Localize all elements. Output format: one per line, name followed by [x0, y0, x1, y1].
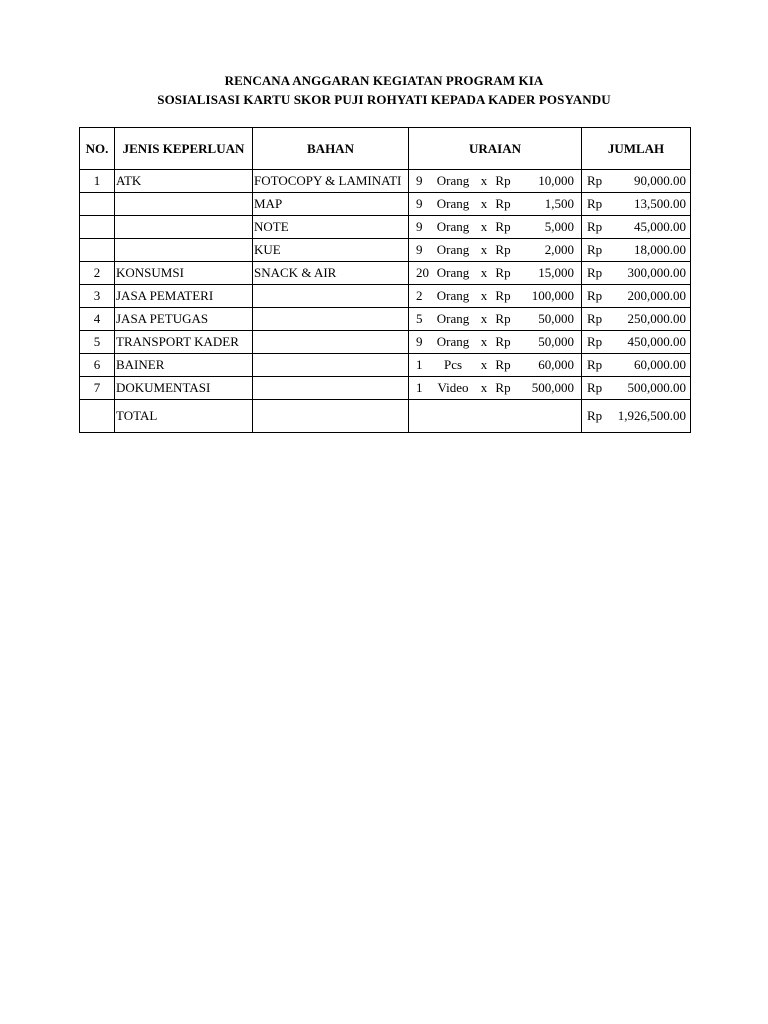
uraian-unit-price: 5,000 [544, 219, 574, 234]
cell-jenis-keperluan: BAINER [115, 354, 253, 377]
header-no: NO. [80, 128, 115, 170]
cell-no: 2 [80, 262, 115, 285]
cell-bahan: SNACK & AIR [253, 262, 409, 285]
document-title-line-2: SOSIALISASI KARTU SKOR PUJI ROHYATI KEPADA KADER POSYANDU [157, 92, 611, 107]
uraian-quantity: 9 [416, 334, 423, 349]
jumlah-currency: Rp [587, 334, 603, 349]
jumlah-currency: Rp [587, 288, 603, 303]
jumlah-currency: Rp [587, 311, 603, 326]
cell-jumlah [582, 216, 691, 239]
uraian-unit-price: 15,000 [538, 265, 574, 280]
table-row [80, 308, 691, 331]
jumlah-currency: Rp [587, 219, 603, 234]
table-row [80, 193, 691, 216]
jumlah-amount: 200,000.00 [627, 288, 686, 303]
cell-jenis-keperluan: JASA PEMATERI [115, 285, 253, 308]
uraian-unit-price: 60,000 [538, 357, 574, 372]
cell-jenis-keperluan [115, 216, 253, 239]
cell-uraian [409, 308, 582, 331]
uraian-currency: Rp [495, 288, 511, 303]
uraian-multiply-sign: x [480, 265, 488, 280]
uraian-unit: Orang [436, 311, 470, 326]
cell-jumlah [582, 170, 691, 193]
cell-uraian [409, 216, 582, 239]
cell-jumlah [582, 262, 691, 285]
document-title-line-1: RENCANA ANGGARAN KEGIATAN PROGRAM KIA [224, 73, 544, 88]
table-row [80, 239, 691, 262]
budget-table [79, 127, 691, 433]
jumlah-amount: 250,000.00 [627, 311, 686, 326]
cell-bahan: KUE [253, 239, 409, 262]
table-row [80, 331, 691, 354]
table-row [80, 377, 691, 400]
jumlah-amount: 18,000.00 [634, 242, 686, 257]
uraian-currency: Rp [495, 173, 511, 188]
cell-jumlah [582, 354, 691, 377]
cell-no: 4 [80, 308, 115, 331]
uraian-unit: Orang [436, 265, 470, 280]
header-jumlah: JUMLAH [582, 128, 691, 170]
cell-bahan [253, 285, 409, 308]
cell-bahan: NOTE [253, 216, 409, 239]
cell-bahan [253, 331, 409, 354]
uraian-unit-price: 500,000 [531, 380, 574, 395]
cell-jumlah [582, 285, 691, 308]
uraian-unit: Orang [436, 219, 470, 234]
cell-jenis-keperluan: DOKUMENTASI [115, 377, 253, 400]
uraian-multiply-sign: x [480, 334, 488, 349]
cell-uraian [409, 331, 582, 354]
cell-uraian [409, 193, 582, 216]
uraian-quantity: 1 [416, 357, 423, 372]
uraian-quantity: 9 [416, 242, 423, 257]
total-amount: 1,926,500.00 [617, 408, 686, 423]
uraian-unit-price: 10,000 [538, 173, 574, 188]
cell-uraian [409, 170, 582, 193]
uraian-currency: Rp [495, 311, 511, 326]
uraian-unit-price: 100,000 [531, 288, 574, 303]
uraian-unit-price: 50,000 [538, 334, 574, 349]
uraian-quantity: 9 [416, 219, 423, 234]
cell-jenis-keperluan: JASA PETUGAS [115, 308, 253, 331]
cell-jumlah [582, 377, 691, 400]
uraian-currency: Rp [495, 242, 511, 257]
cell-uraian [409, 285, 582, 308]
cell-no: 5 [80, 331, 115, 354]
header-row [80, 128, 691, 170]
total-cell-bahan [253, 400, 409, 433]
cell-no [80, 193, 115, 216]
jumlah-currency: Rp [587, 242, 603, 257]
cell-jenis-keperluan: TRANSPORT KADER [115, 331, 253, 354]
uraian-multiply-sign: x [480, 219, 488, 234]
cell-no: 1 [80, 170, 115, 193]
uraian-currency: Rp [495, 196, 511, 211]
total-cell-uraian [409, 400, 582, 433]
jumlah-currency: Rp [587, 196, 603, 211]
uraian-quantity: 2 [416, 288, 423, 303]
total-label: TOTAL [115, 400, 253, 433]
uraian-unit-price: 1,500 [544, 196, 574, 211]
table-row [80, 216, 691, 239]
uraian-unit-price: 50,000 [538, 311, 574, 326]
uraian-unit: Orang [436, 173, 470, 188]
cell-jenis-keperluan: ATK [115, 170, 253, 193]
uraian-multiply-sign: x [480, 311, 488, 326]
jumlah-amount: 90,000.00 [634, 173, 686, 188]
table-row [80, 262, 691, 285]
jumlah-amount: 45,000.00 [634, 219, 686, 234]
jumlah-amount: 450,000.00 [627, 334, 686, 349]
cell-jumlah [582, 308, 691, 331]
cell-jenis-keperluan [115, 193, 253, 216]
uraian-multiply-sign: x [480, 288, 488, 303]
cell-jenis-keperluan: KONSUMSI [115, 262, 253, 285]
cell-uraian [409, 354, 582, 377]
header-uraian: URAIAN [409, 128, 582, 170]
jumlah-currency: Rp [587, 357, 603, 372]
header-jenis-keperluan: JENIS KEPERLUAN [115, 128, 253, 170]
cell-uraian [409, 377, 582, 400]
uraian-currency: Rp [495, 265, 511, 280]
total-currency: Rp [587, 408, 603, 423]
cell-bahan [253, 308, 409, 331]
jumlah-currency: Rp [587, 173, 603, 188]
uraian-unit: Pcs [443, 357, 463, 372]
uraian-quantity: 9 [416, 173, 423, 188]
uraian-multiply-sign: x [480, 173, 488, 188]
table-row [80, 354, 691, 377]
uraian-multiply-sign: x [480, 357, 488, 372]
cell-jumlah [582, 193, 691, 216]
uraian-quantity: 1 [416, 380, 423, 395]
cell-no: 7 [80, 377, 115, 400]
uraian-unit-price: 2,000 [544, 242, 574, 257]
jumlah-amount: 300,000.00 [627, 265, 686, 280]
cell-no: 6 [80, 354, 115, 377]
jumlah-currency: Rp [587, 265, 603, 280]
uraian-currency: Rp [495, 380, 511, 395]
uraian-unit: Orang [436, 196, 470, 211]
uraian-unit: Orang [436, 242, 470, 257]
uraian-multiply-sign: x [480, 242, 488, 257]
uraian-quantity: 9 [416, 196, 423, 211]
cell-bahan: FOTOCOPY & LAMINATI [253, 170, 409, 193]
uraian-currency: Rp [495, 357, 511, 372]
jumlah-amount: 500,000.00 [627, 380, 686, 395]
cell-uraian [409, 239, 582, 262]
cell-no: 3 [80, 285, 115, 308]
uraian-unit: Orang [436, 288, 470, 303]
cell-no [80, 216, 115, 239]
cell-jumlah [582, 331, 691, 354]
cell-no [80, 239, 115, 262]
jumlah-currency: Rp [587, 380, 603, 395]
total-cell-no [80, 400, 115, 433]
cell-uraian [409, 262, 582, 285]
cell-jenis-keperluan [115, 239, 253, 262]
total-row [80, 400, 691, 433]
jumlah-amount: 60,000.00 [634, 357, 686, 372]
uraian-currency: Rp [495, 334, 511, 349]
total-cell-jumlah [582, 400, 691, 433]
uraian-currency: Rp [495, 219, 511, 234]
uraian-quantity: 5 [416, 311, 423, 326]
cell-bahan [253, 377, 409, 400]
table-row [80, 170, 691, 193]
uraian-multiply-sign: x [480, 380, 488, 395]
uraian-unit: Orang [436, 334, 470, 349]
cell-jumlah [582, 239, 691, 262]
header-bahan: BAHAN [253, 128, 409, 170]
jumlah-amount: 13,500.00 [634, 196, 686, 211]
uraian-quantity: 20 [416, 265, 429, 280]
cell-bahan: MAP [253, 193, 409, 216]
cell-bahan [253, 354, 409, 377]
table-row [80, 285, 691, 308]
uraian-multiply-sign: x [480, 196, 488, 211]
uraian-unit: Video [437, 380, 469, 395]
